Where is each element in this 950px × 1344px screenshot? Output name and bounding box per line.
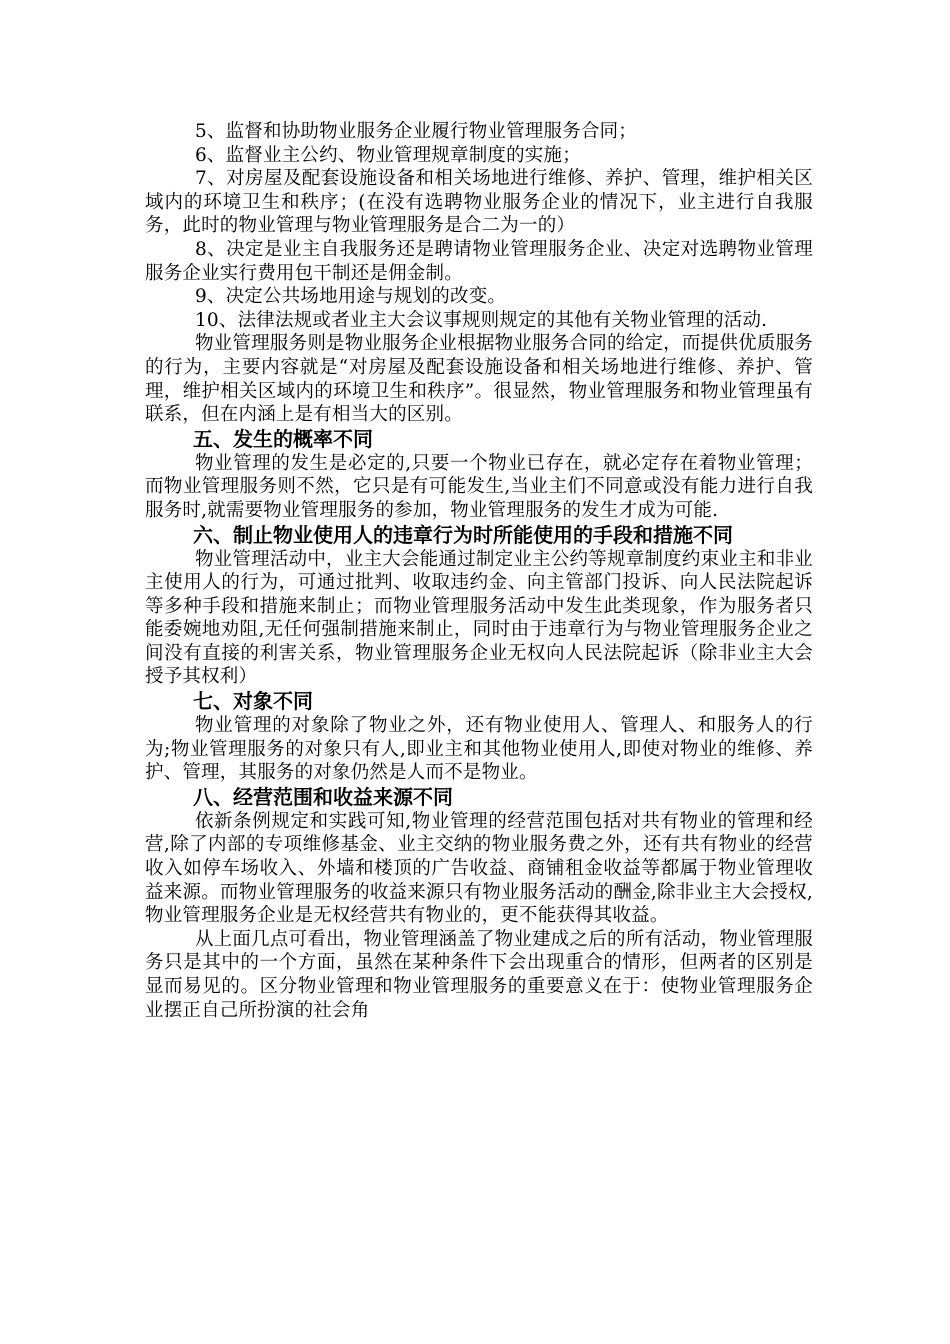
body-paragraph: 5、监督和协助物业服务企业履行物业管理服务合同； — [194, 121, 638, 142]
body-paragraph: 10、法律法规或者业主大会议事规则规定的其他有关物业管理的活动. — [194, 309, 768, 331]
body-paragraph: 9、决定公共场地用途与规划的改变。 — [194, 286, 507, 308]
section-heading: 六、制止物业使用人的违章行为时所能使用的手段和措施不同 — [193, 522, 733, 547]
body-paragraph: 7、对房屋及配套设施设备和相关场地进行维修、养护、管理，维护相关区域内的环境卫生和秩序；(在没有选聘物业服务企业的情况下，业主进行自我服务，此时的物业管理与物业管理服务是合二为一的） — [145, 168, 813, 237]
body-paragraph: 物业管理服务则是物业服务企业根据物业服务合同的给定，而提供优质服务的行为，主要内容就是“对房屋及配套设施设备和相关场地进行维修、养护、管理，维护相关区域内的环境卫生和秩序”。很显然，物业管理服务和物业管理虽有联系，但在内涵上是有相当大的区别。 — [145, 333, 813, 426]
section-heading: 八、经营范围和收益来源不同 — [193, 784, 453, 809]
document-page — [145, 120, 813, 1022]
body-paragraph: 物业管理的对象除了物业之外，还有物业使用人、管理人、和服务人的行为;物业管理服务的对象只有人,即业主和其他物业使用人,即使对物业的维修、养护、管理，其服务的对象仍然是人而不是物业。 — [145, 715, 813, 784]
body-paragraph: 从上面几点可看出，物业管理涵盖了物业建成之后的所有活动，物业管理服务只是其中的一个方面，虽然在某种条件下会出现重合的情形，但两者的区别是显而易见的。区分物业管理和物业管理服务的重要意义在于：使物业管理服务企业摆正自己所扮演的社会角 — [145, 928, 813, 1021]
section-heading: 七、对象不同 — [193, 689, 313, 714]
body-paragraph: 依新条例规定和实践可知,物业管理的经营范围包括对共有物业的管理和经营,除了内部的专项维修基金、业主交纳的物业服务费之外，还有共有物业的经营收入如停车场收入、外墙和楼顶的广告收益、商铺租金收益等都属于物业管理收益来源。而物业管理服务的收益来源只有物业服务活动的酬金,除非业主大会授权,物业管理服务企业是无权经营共有物业的，更不能获得其收益。 — [145, 810, 813, 927]
body-paragraph: 物业管理活动中，业主大会能通过制定业主公约等规章制度约束业主和非业主使用人的行为，可通过批判、收取违约金、向主管部门投诉、向人民法院起诉等多种手段和措施来制止；而物业管理服务活动中发生此类现象，作为服务者只能委婉地劝阻,无任何强制措施来制止，同时由于违章行为与物业管理服务企业之间没有直接的利害关系，物业管理服务企业无权向人民法院起诉（除非业主大会授予其权利） — [145, 548, 813, 688]
body-paragraph: 6、监督业主公约、物业管理规章制度的实施； — [194, 144, 581, 166]
body-paragraph: 8、决定是业主自我服务还是聘请物业管理服务企业、决定对选聘物业管理服务企业实行费用包干制还是佣金制。 — [145, 238, 813, 284]
body-paragraph: 物业管理的发生是必定的,只要一个物业已存在，就必定存在着物业管理；而物业管理服务则不然，它只是有可能发生,当业主们不同意或没有能力进行自我服务时,就需要物业管理服务的参加，物业管理服务的发生才成为可能. — [145, 452, 813, 521]
section-heading: 五、发生的概率不同 — [193, 426, 373, 451]
